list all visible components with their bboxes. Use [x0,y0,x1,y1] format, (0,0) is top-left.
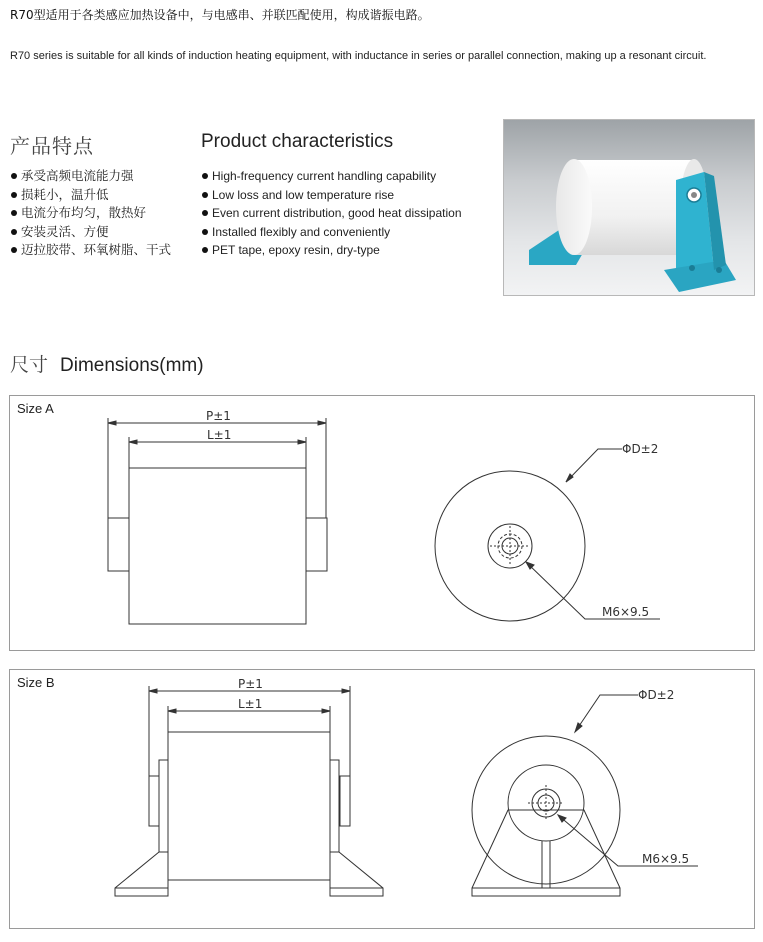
capacitor-render [504,120,754,295]
list-item: 损耗小，温升低 [10,186,171,205]
arrow-icon [298,440,306,444]
dimensions-heading-cn: 尺寸 [10,354,49,376]
left-terminal [108,518,129,571]
intro-en: R70 series is suitable for all kinds of induction heating equipment, with inductance in series or parallel connection, making up a resonant circuit. [10,50,707,62]
characteristics-list-cn [10,167,171,260]
dimensions-heading [10,350,204,377]
front-bracket [472,810,620,896]
list-item: 迈拉胶带、环氧树脂、干式 [10,241,171,260]
cylinder-left-face [556,159,592,255]
d-leader-line [566,449,622,482]
right-bracket-plate [330,760,339,852]
p-label: P±1 [238,677,263,691]
list-item: 电流分布均匀，散热好 [10,204,171,223]
arrow-icon [129,440,137,444]
arrow-icon [342,689,350,693]
l-label: L±1 [207,428,232,442]
l-label: L±1 [238,697,263,711]
right-terminal [306,518,327,571]
right-bracket-base [330,852,383,896]
list-item: Installed flexibly and conveniently [201,223,462,242]
size-b-panel [9,669,755,929]
p-label: P±1 [206,409,231,423]
arrow-icon [168,709,176,713]
arrow-icon [149,689,157,693]
list-item: PET tape, epoxy resin, dry-type [201,241,462,260]
arrow-icon [108,421,116,425]
characteristics-heading-en: Product characteristics [201,131,394,152]
left-bracket-base [115,852,168,896]
left-terminal [149,776,159,826]
right-terminal [340,776,350,826]
characteristics-heading-cn: 产品特点 [10,134,94,158]
m-label: M6×9.5 [602,605,650,619]
arrow-icon [322,709,330,713]
list-item: High-frequency current handling capability [201,167,462,186]
list-item: Even current distribution, good heat dissipation [201,204,462,223]
arrow-icon [575,723,582,732]
m-label: M6×9.5 [642,852,690,866]
list-item: Low loss and low temperature rise [201,186,462,205]
d-label: ΦD±2 [638,688,675,702]
mount-hole [716,267,722,273]
dimensions-heading-en: Dimensions(mm) [60,355,204,376]
list-item: 安装灵活、方便 [10,223,171,242]
size-a-label: Size A [17,401,54,416]
intro-cn: R70型适用于各类感应加热设备中，与电感串、并联匹配使用，构成谐振电路。 [10,8,430,22]
terminal-screw [691,192,697,198]
list-item: 承受高频电流能力强 [10,167,171,186]
size-b-label: Size B [17,675,55,690]
product-photo [503,119,755,296]
mount-hole [689,265,695,271]
characteristics-list-en [201,167,462,260]
d-leader-line [575,695,638,732]
size-a-drawing [10,396,754,650]
size-a-panel [9,395,755,651]
side-body [129,468,306,624]
arrow-icon [318,421,326,425]
left-bracket-plate [159,760,168,852]
size-b-drawing [10,670,754,928]
side-body [168,732,330,880]
d-label: ΦD±2 [622,442,659,456]
